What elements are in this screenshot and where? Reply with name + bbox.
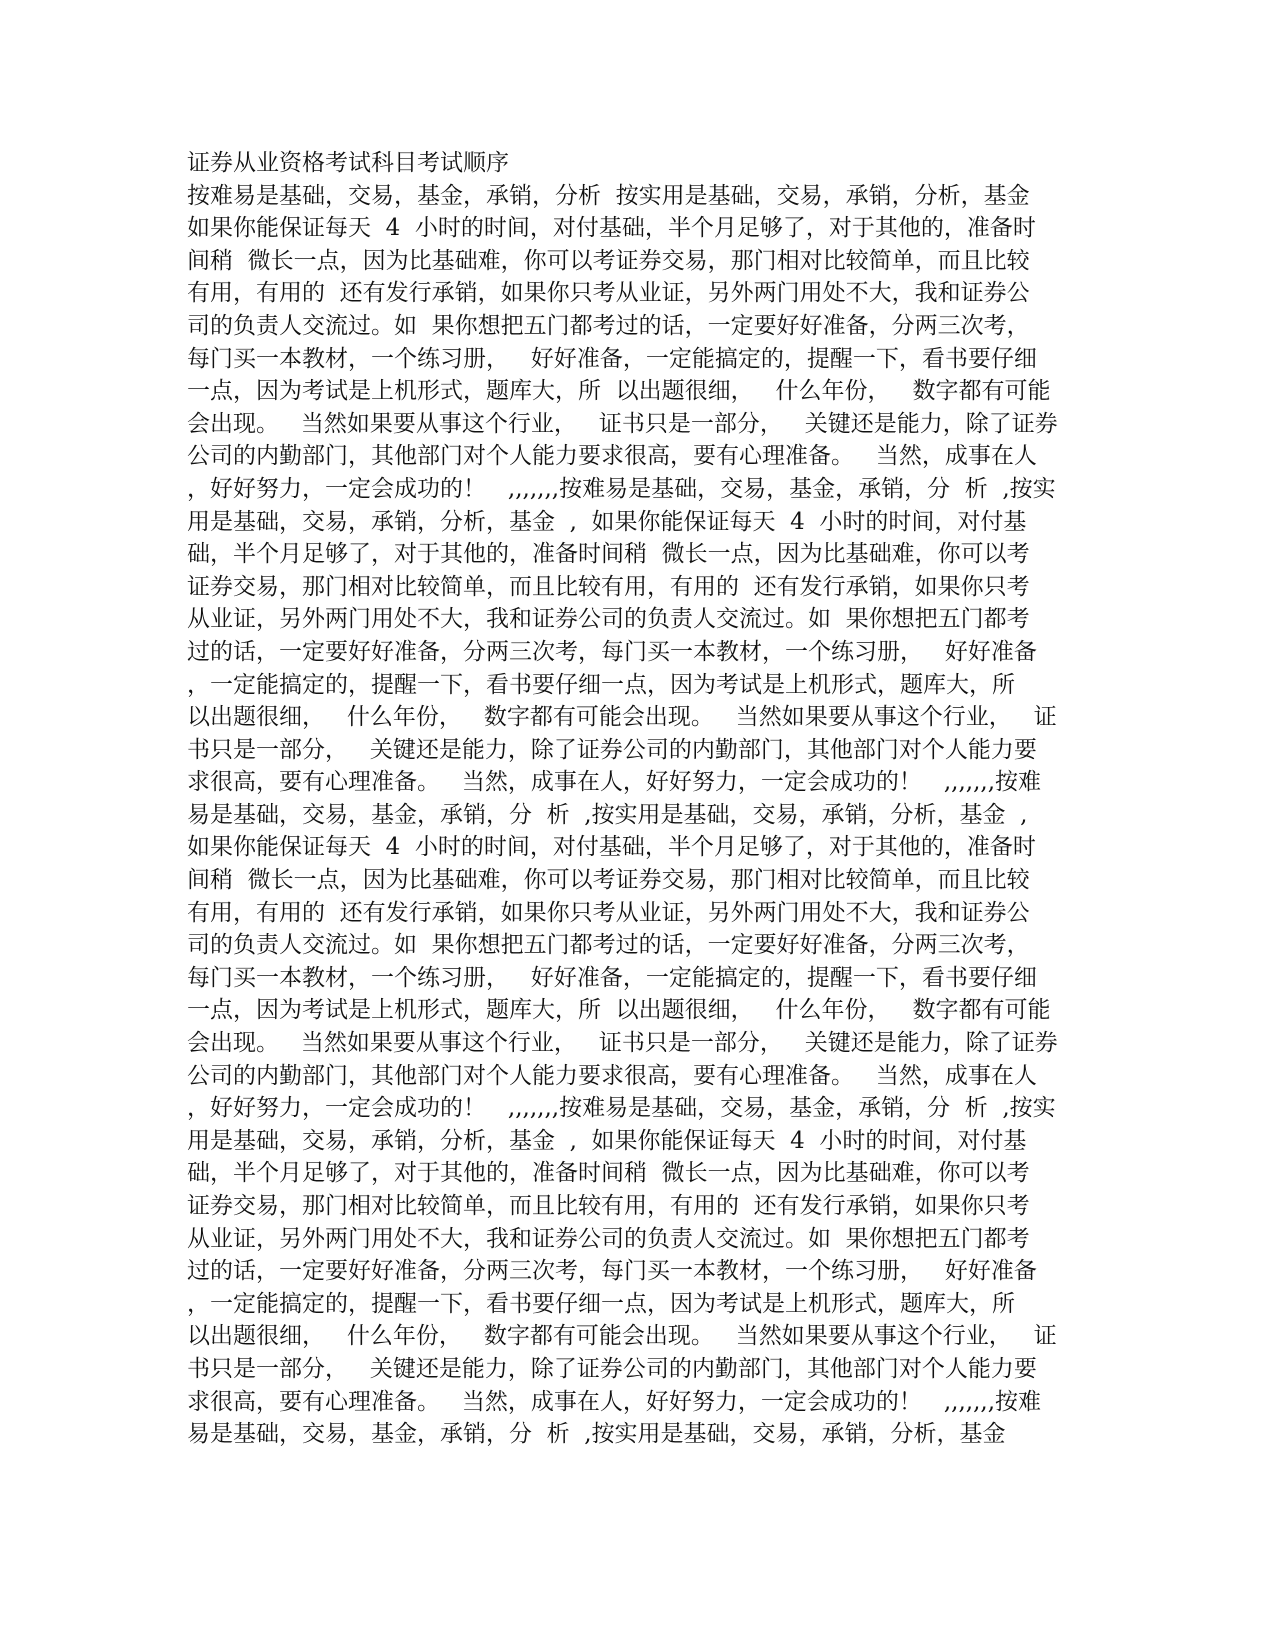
text-line: 过的话，一定要好好准备，分两三次考，每门买一本教材，一个练习册， 好好准备 [187,638,1037,665]
text-line: 书只是一部分， 关键还是能力，除了证券公司的内勤部门，其他部门对个人能力要 [187,736,1037,763]
text-line: 公司的内勤部门，其他部门对个人能力要求很高，要有心理准备。 当然，成事在人 [187,1062,1037,1089]
text-line: 以出题很细， 什么年份， 数字都有可能会出现。 当然如果要从事这个行业， 证 [187,1323,1057,1350]
text-line: 每门买一本教材，一个练习册， 好好准备，一定能搞定的，提醒一下，看书要仔细 [187,345,1037,372]
text-line: 每门买一本教材，一个练习册， 好好准备，一定能搞定的，提醒一下，看书要仔细 [187,964,1037,991]
text-line: ，好好努力，一定会成功的！ ,,,,,,,按难易是基础，交易，基金，承销，分 析 ,按实 [187,1095,1056,1122]
text-line: 从业证，另外两门用处不大，我和证券公司的负责人交流过。如 果你想把五门都考 [187,606,1030,633]
text-line: 一点，因为考试是上机形式，题库大，所 以出题很细， 什么年份， 数字都有可能 [187,378,1051,405]
text-line: 从业证，另外两门用处不大，我和证券公司的负责人交流过。如 果你想把五门都考 [187,1225,1030,1252]
text-line: 础，半个月足够了，对于其他的，准备时间稍 微长一点，因为比基础难，你可以考 [187,541,1030,568]
text-line: 司的负责人交流过。如 果你想把五门都考过的话，一定要好好准备，分两三次考， [187,932,1030,959]
document-body [187,147,1087,1451]
text-line: 易是基础，交易，基金，承销，分 析 ,按实用是基础，交易，承销，分析，基金 [187,1421,1006,1448]
text-line: 公司的内勤部门，其他部门对个人能力要求很高，要有心理准备。 当然，成事在人 [187,443,1037,470]
text-line: 有用，有用的 还有发行承销，如果你只考从业证，另外两门用处不大，我和证券公 [187,899,1030,926]
text-line: 用是基础，交易，承销，分析，基金 , 如果你能保证每天 4 小时的时间，对付基 [187,1127,1027,1154]
text-line: 证券交易，那门相对比较简单，而且比较有用，有用的 还有发行承销，如果你只考 [187,1193,1030,1219]
text-line: 有用，有用的 还有发行承销，如果你只考从业证，另外两门用处不大，我和证券公 [187,280,1030,307]
text-line: 会出现。 当然如果要从事这个行业， 证书只是一部分， 关键还是能力，除了证券 [187,410,1058,437]
text-line: 过的话，一定要好好准备，分两三次考，每门买一本教材，一个练习册， 好好准备 [187,1258,1037,1285]
text-line: ，好好努力，一定会成功的！ ,,,,,,,按难易是基础，交易，基金，承销，分 析 ,按实 [187,475,1056,502]
text-line: 一点，因为考试是上机形式，题库大，所 以出题很细， 什么年份， 数字都有可能 [187,997,1051,1024]
text-line: 求很高，要有心理准备。 当然，成事在人，好好努力，一定会成功的！ ,,,,,,,按难 [187,769,1042,796]
document-title: 证券从业资格考试科目考试顺序 [187,150,509,176]
text-line: 司的负责人交流过。如 果你想把五门都考过的话，一定要好好准备，分两三次考， [187,312,1030,339]
text-line: 按难易是基础，交易，基金，承销，分析 按实用是基础，交易，承销，分析，基金 [187,182,1030,209]
text-line: ，一定能搞定的，提醒一下，看书要仔细一点，因为考试是上机形式，题库大，所 [187,1290,1015,1317]
text-line: 间稍 微长一点，因为比基础难，你可以考证券交易，那门相对比较简单，而且比较 [187,247,1030,274]
text-line: 求很高，要有心理准备。 当然，成事在人，好好努力，一定会成功的！ ,,,,,,,按难 [187,1388,1042,1415]
text-line: 础，半个月足够了，对于其他的，准备时间稍 微长一点，因为比基础难，你可以考 [187,1160,1030,1187]
text-line: 以出题很细， 什么年份， 数字都有可能会出现。 当然如果要从事这个行业， 证 [187,704,1057,731]
text-line: 如果你能保证每天 4 小时的时间，对付基础，半个月足够了，对于其他的，准备时 [187,215,1036,242]
text-line: 间稍 微长一点，因为比基础难，你可以考证券交易，那门相对比较简单，而且比较 [187,867,1030,894]
text-line: 书只是一部分， 关键还是能力，除了证券公司的内勤部门，其他部门对个人能力要 [187,1355,1037,1382]
text-line: ，一定能搞定的，提醒一下，看书要仔细一点，因为考试是上机形式，题库大，所 [187,671,1015,698]
text-line: 易是基础，交易，基金，承销，分 析 ,按实用是基础，交易，承销，分析，基金 , [187,801,1028,828]
text-line: 如果你能保证每天 4 小时的时间，对付基础，半个月足够了，对于其他的，准备时 [187,834,1036,861]
text-line: 证券交易，那门相对比较简单，而且比较有用，有用的 还有发行承销，如果你只考 [187,573,1030,600]
text-line: 会出现。 当然如果要从事这个行业， 证书只是一部分， 关键还是能力，除了证券 [187,1030,1058,1057]
text-line: 用是基础，交易，承销，分析，基金 , 如果你能保证每天 4 小时的时间，对付基 [187,508,1027,535]
